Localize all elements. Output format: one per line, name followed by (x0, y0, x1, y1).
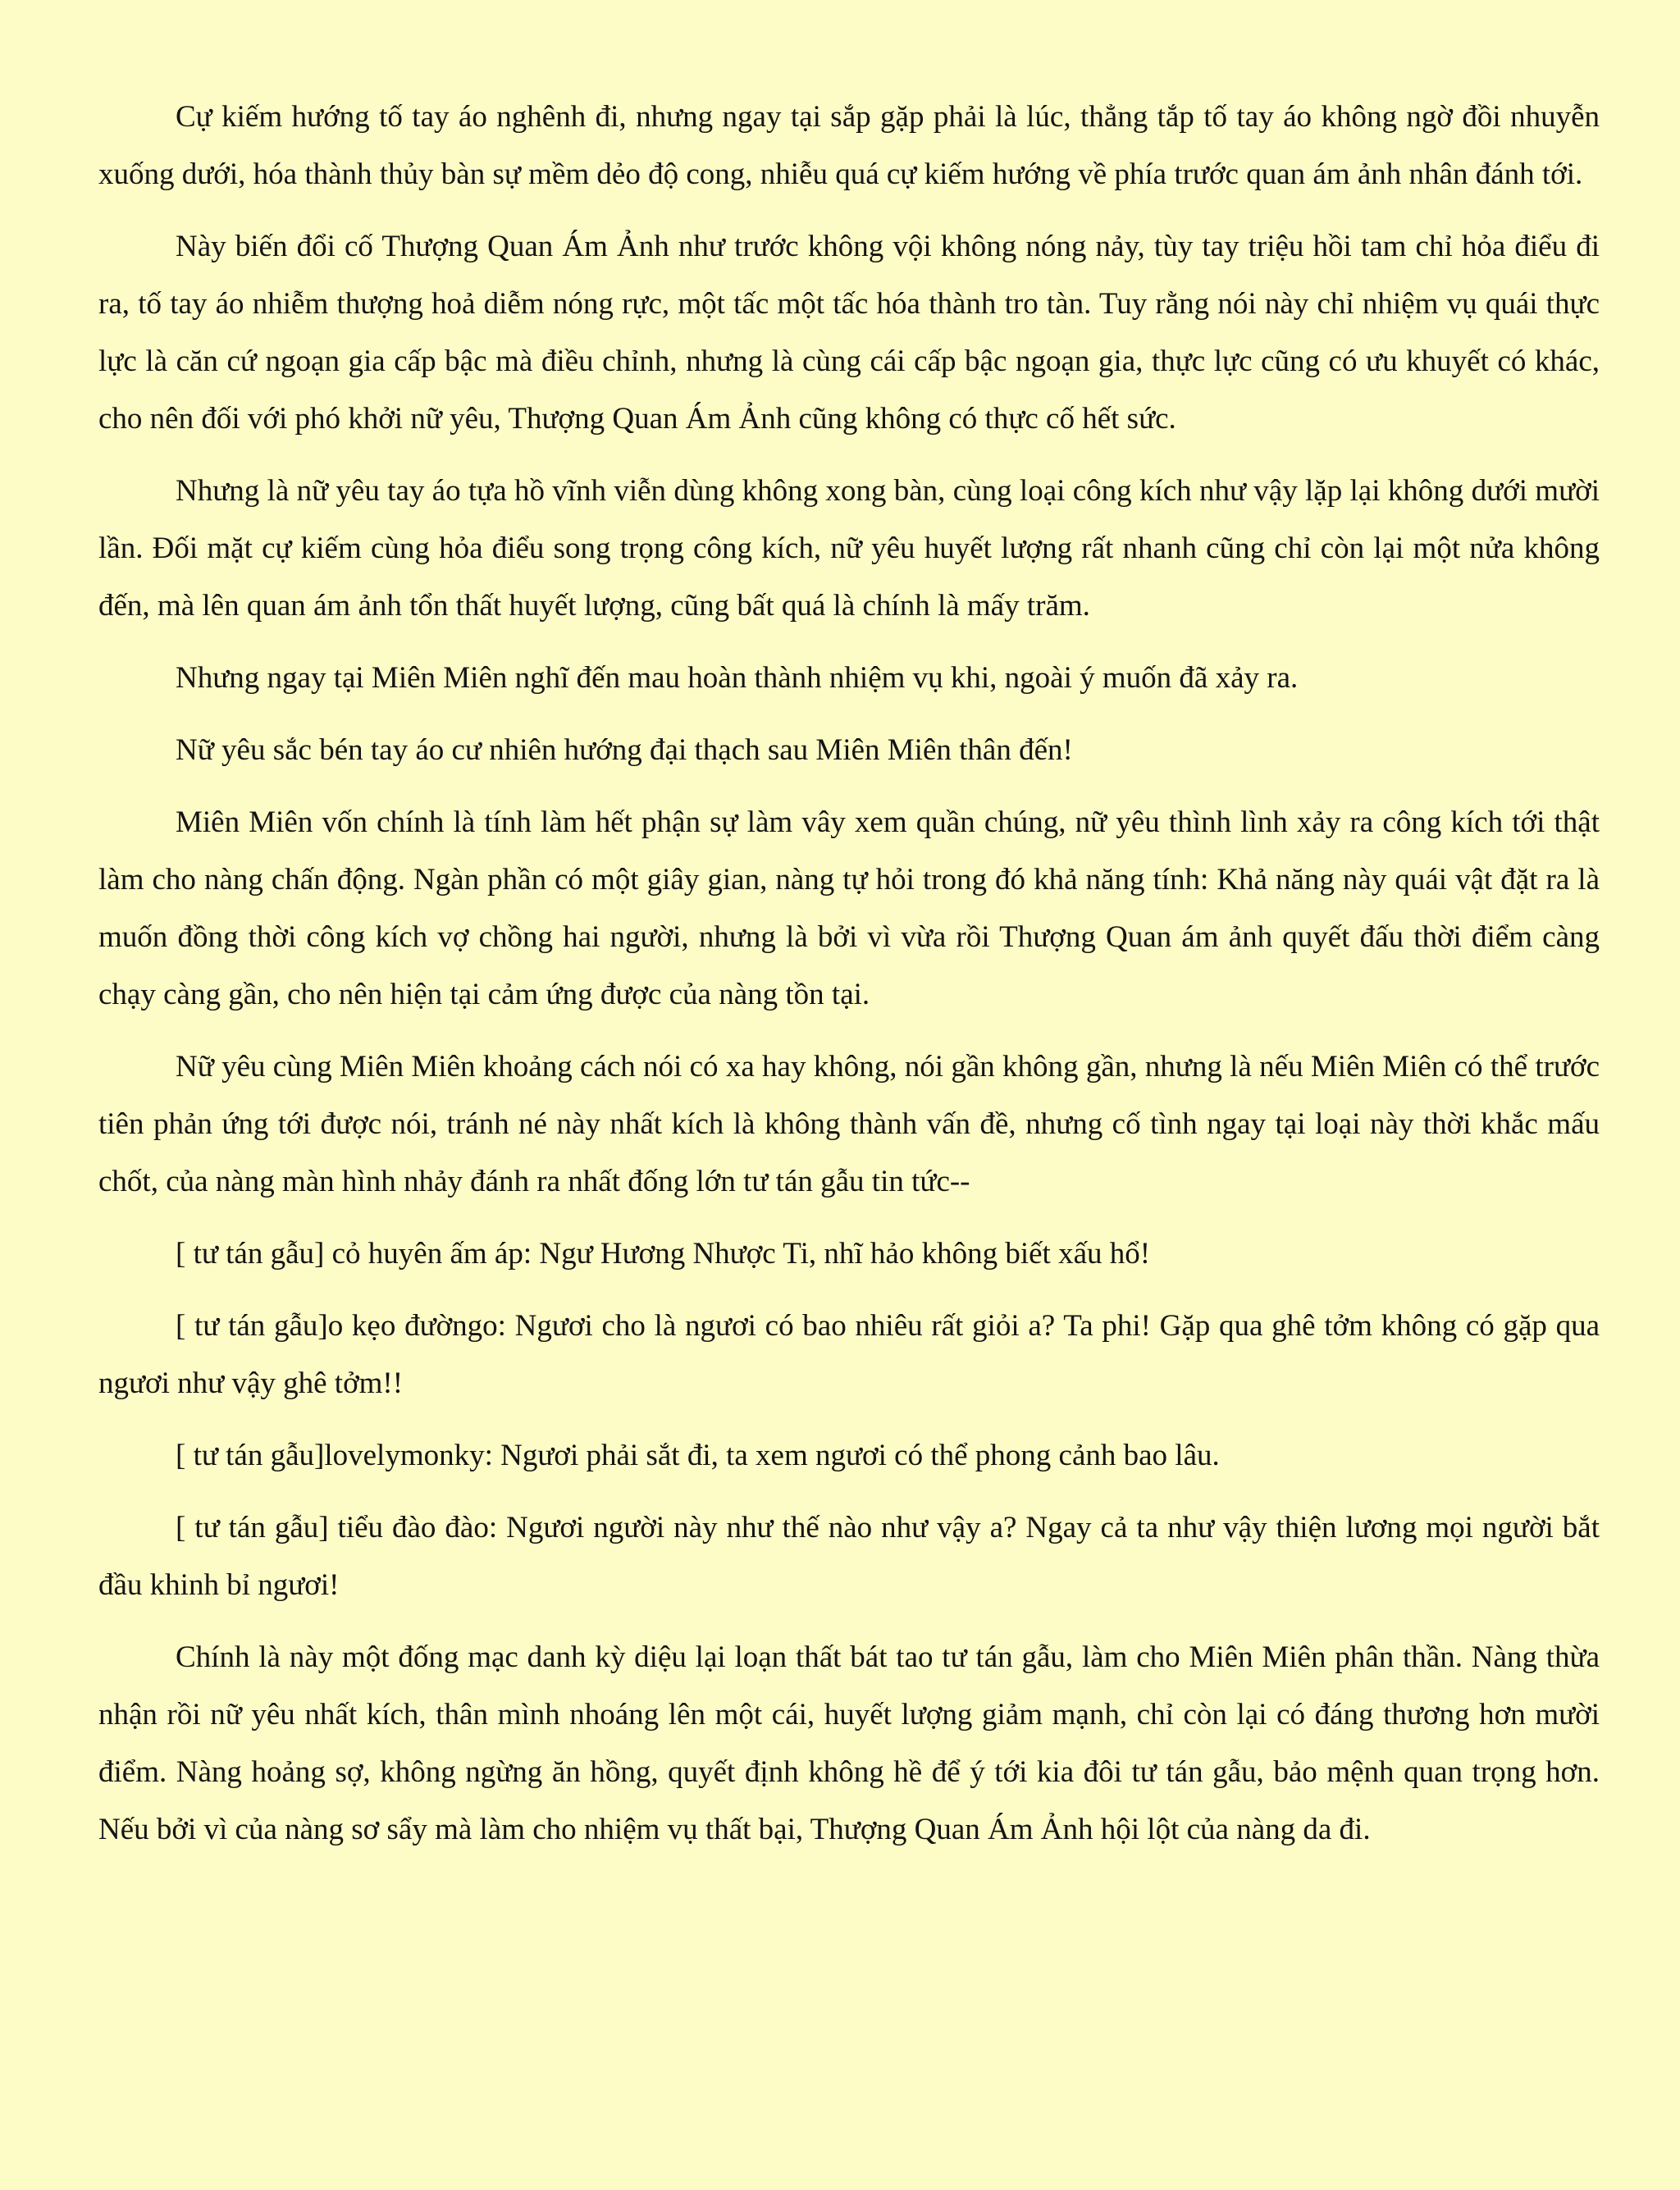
chat-message: [ tư tán gẫu] cỏ huyên ấm áp: Ngư Hương Nhược Ti, nhĩ hảo không biết xấu hổ! (176, 1237, 1151, 1271)
chat-message: [ tư tán gẫu] tiểu đào đào: Ngươi người này như thế nào như vậy a? Ngay cả ta như vậy thiện lương mọi người bắt đầu khinh bỉ ngươi! (98, 1511, 1600, 1602)
paragraph: Chính là này một đống mạc danh kỳ diệu lại loạn thất bát tao tư tán gẫu, làm cho Miên Miên phân thần. Nàng thừa nhận rồi nữ yêu nhất kích, thân mình nhoáng lên một cái, huyết lượng giảm mạnh, chỉ còn lại có đáng thương hơn mười điểm. Nàng hoảng sợ, không ngừng ăn hồng, quyết định không hề để ý tới kia đôi tư tán gẫu, bảo mệnh quan trọng hơn. Nếu bởi vì của nàng sơ sẩy mà làm cho nhiệm vụ thất bại, Thượng Quan Ám Ảnh hội lột của nàng da đi. (98, 1640, 1600, 1846)
paragraph: Nữ yêu cùng Miên Miên khoảng cách nói có xa hay không, nói gần không gần, nhưng là nếu Miên Miên có thể trước tiên phản ứng tới được nói, tránh né này nhất kích là không thành vấn đề, nhưng cố tình ngay tại loại này thời khắc mấu chốt, của nàng màn hình nhảy đánh ra nhất đống lớn tư tán gẫu tin tức-- (98, 1050, 1600, 1198)
paragraph: Cự kiếm hướng tố tay áo nghênh đi, nhưng ngay tại sắp gặp phải là lúc, thẳng tắp tố tay áo không ngờ đồi nhuyễn xuống dưới, hóa thành thủy bàn sự mềm dẻo độ cong, nhiễu quá cự kiếm hướng về phía trước quan ám ảnh nhân đánh tới. (98, 100, 1600, 191)
paragraph: Nữ yêu sắc bén tay áo cư nhiên hướng đại thạch sau Miên Miên thân đến! (176, 733, 1073, 767)
chat-message: [ tư tán gẫu]lovelymonky: Ngươi phải sắt đi, ta xem ngươi có thể phong cảnh bao lâu. (176, 1439, 1220, 1472)
paragraph: Miên Miên vốn chính là tính làm hết phận sự làm vây xem quần chúng, nữ yêu thình lình xảy ra công kích tới thật làm cho nàng chấn động. Ngàn phần có một giây gian, nàng tự hỏi trong đó khả năng tính: Khả năng này quái vật đặt ra là muốn đồng thời công kích vợ chồng hai người, nhưng là bởi vì vừa rồi Thượng Quan ám ảnh quyết đấu thời điểm càng chạy càng gần, cho nên hiện tại cảm ứng được của nàng tồn tại. (98, 805, 1600, 1011)
paragraph: Nhưng là nữ yêu tay áo tựa hồ vĩnh viễn dùng không xong bàn, cùng loại công kích như vậy lặp lại không dưới mười lần. Đối mặt cự kiếm cùng hỏa điểu song trọng công kích, nữ yêu huyết lượng rất nhanh cũng chỉ còn lại một nửa không đến, mà lên quan ám ảnh tổn thất huyết lượng, cũng bất quá là chính là mấy trăm. (98, 474, 1600, 623)
paragraph: Này biến đổi cố Thượng Quan Ám Ảnh như trước không vội không nóng nảy, tùy tay triệu hồi tam chỉ hỏa điểu đi ra, tố tay áo nhiễm thượng hoả diễm nóng rực, một tấc một tấc hóa thành tro tàn. Tuy rằng nói này chỉ nhiệm vụ quái thực lực là căn cứ ngoạn gia cấp bậc mà điều chỉnh, nhưng là cùng cái cấp bậc ngoạn gia, thực lực cũng có ưu khuyết có khác, cho nên đối với phó khởi nữ yêu, Thượng Quan Ám Ảnh cũng không có thực cố hết sức. (98, 230, 1600, 436)
document-page (98, 89, 1600, 1873)
chat-message: [ tư tán gẫu]o kẹo đườngo: Ngươi cho là ngươi có bao nhiêu rất giỏi a? Ta phi! Gặp qua ghê tởm không có gặp qua ngươi như vậy ghê tởm!! (98, 1309, 1600, 1400)
paragraph: Nhưng ngay tại Miên Miên nghĩ đến mau hoàn thành nhiệm vụ khi, ngoài ý muốn đã xảy ra. (176, 661, 1299, 695)
